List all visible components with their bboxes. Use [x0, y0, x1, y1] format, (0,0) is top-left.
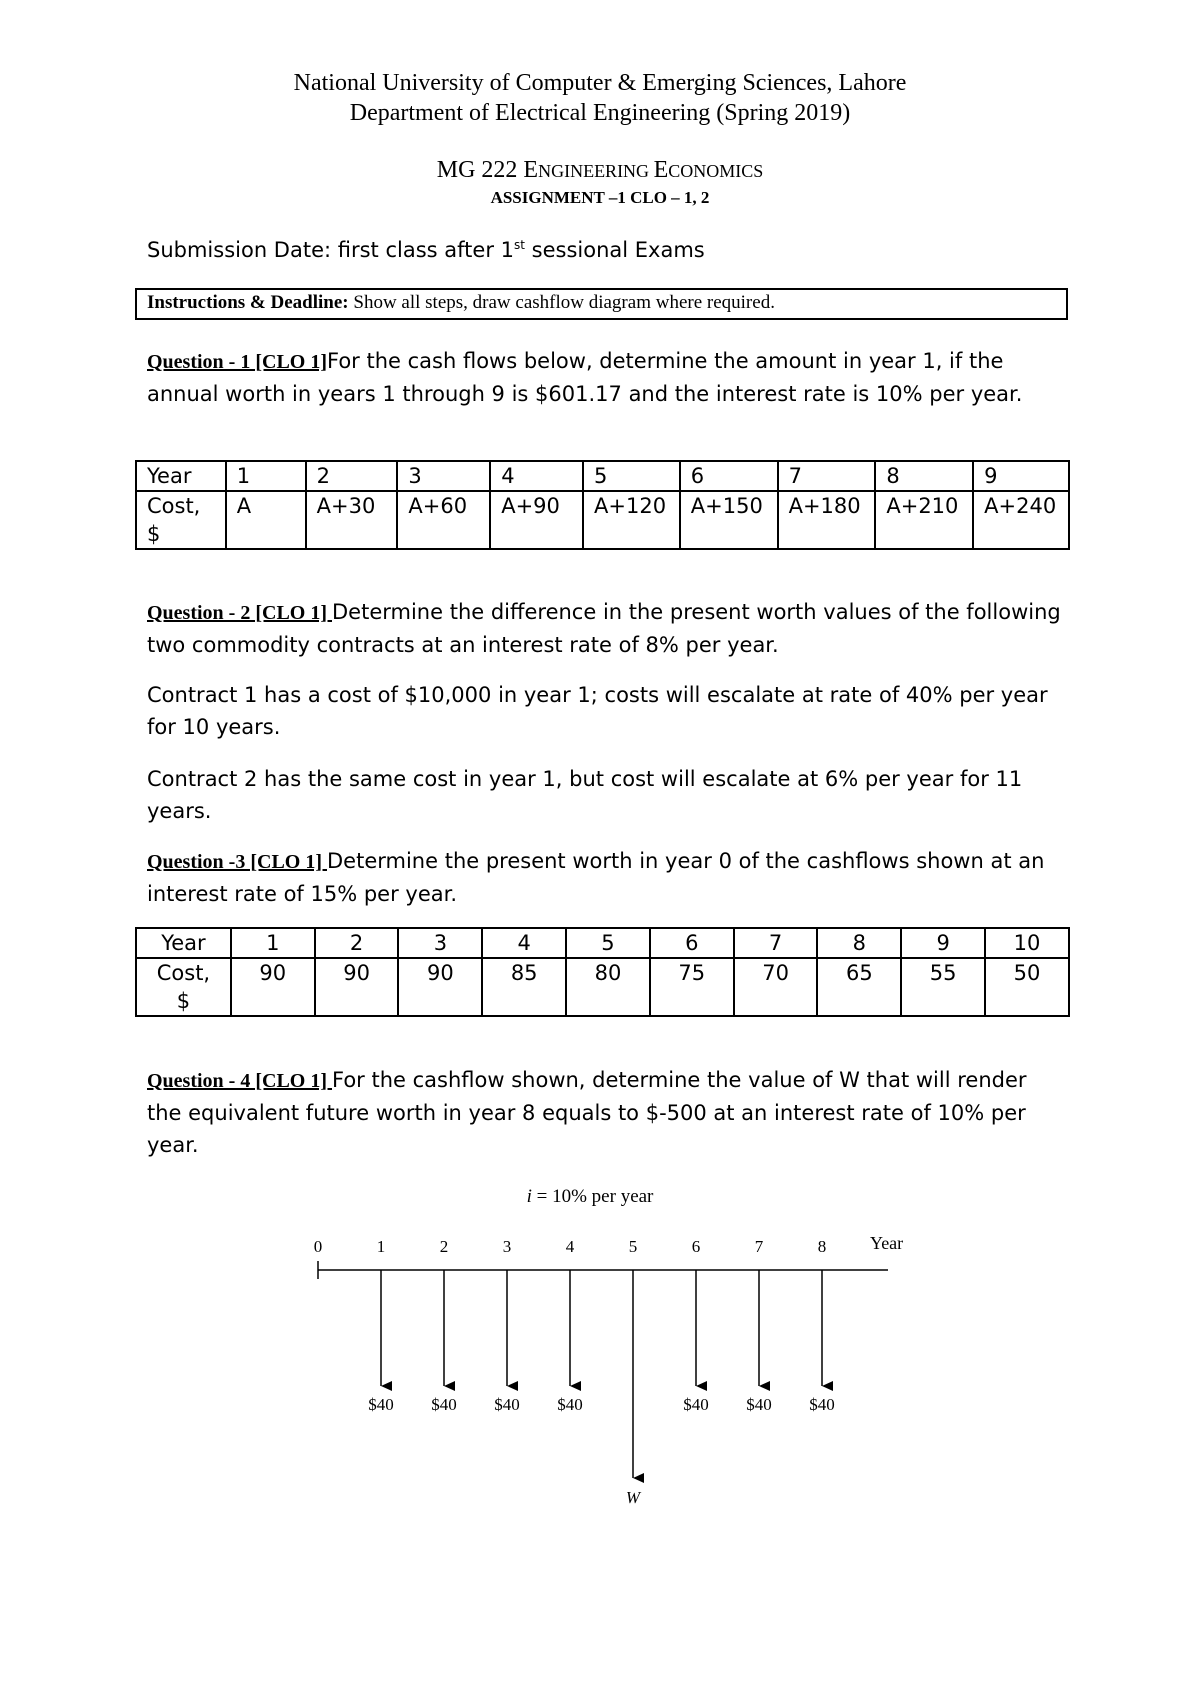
table-cell: 9: [901, 928, 985, 958]
table-row: [136, 958, 1069, 1016]
table-cell: 7: [778, 461, 876, 491]
submission-sup: st: [514, 238, 525, 252]
instructions-text: Show all steps, draw cashflow diagram where required.: [348, 292, 775, 313]
rate-symbol: i: [526, 1186, 532, 1207]
table-cell: 1: [231, 928, 315, 958]
table-cell: 5: [583, 461, 680, 491]
table-cell: 75: [650, 958, 734, 1016]
table-cell: 1: [226, 461, 306, 491]
table-row: [136, 491, 1069, 549]
question-4-label: Question - 4 [CLO 1]: [147, 1070, 332, 1092]
table-cell: A+60: [397, 491, 490, 549]
table-cell: A+120: [583, 491, 680, 549]
cashflow-amount-label: $40: [746, 1395, 772, 1414]
course-word2-rest: CONOMICS: [668, 161, 764, 181]
table-cell: A+180: [778, 491, 876, 549]
course-word2-initial: E: [653, 157, 669, 183]
course-title: [0, 157, 1200, 184]
row-label: Cost, $: [136, 958, 231, 1016]
department-name: Department of Electrical Engineering (Spring 2019): [349, 100, 851, 126]
question-2: [147, 596, 1067, 661]
table-cell: 70: [734, 958, 818, 1016]
submission-date: [147, 238, 705, 262]
table-cell: 8: [875, 461, 973, 491]
year-tick-label: 2: [439, 1237, 449, 1256]
question-1-text: For the cash flows below, determine the amount in year 1, if the annual worth in years 1 through 9 is $601.17 and the interest rate is 10% per year.: [147, 349, 1023, 406]
table-cell: 5: [566, 928, 650, 958]
table-cell: 85: [482, 958, 566, 1016]
table-cell: A+30: [306, 491, 398, 549]
table-cell: 90: [398, 958, 482, 1016]
instructions-label: Instructions & Deadline:: [147, 292, 349, 313]
year-tick-label: 4: [565, 1237, 575, 1256]
question-4: [147, 1064, 1067, 1161]
cashflow-amount-label: $40: [683, 1395, 709, 1414]
instructions-box: [135, 288, 1068, 320]
table-cell: 55: [901, 958, 985, 1016]
course-word1-rest: NGINEERING: [538, 161, 654, 181]
row-label: Cost, $: [136, 491, 226, 549]
table-row: [136, 461, 1069, 491]
table-cell: 65: [817, 958, 901, 1016]
contract-1-text: Contract 1 has a cost of $10,000 in year 1; costs will escalate at rate of 40% per year for 10 years.: [147, 683, 1048, 739]
table-cell: 4: [490, 461, 583, 491]
cashflow-amount-label: $40: [368, 1395, 394, 1414]
table-cell: 8: [817, 928, 901, 958]
cashflow-amount-label: $40: [494, 1395, 520, 1414]
question-1-label: Question - 1 [CLO 1]: [147, 351, 327, 373]
table-cell: A+90: [490, 491, 583, 549]
table-cell: 7: [734, 928, 818, 958]
table-cell: 6: [650, 928, 734, 958]
table-row: [136, 928, 1069, 958]
cashflow-diagram: [0, 1170, 1200, 1530]
cashflow-amount-label: W: [625, 1488, 641, 1507]
rate-text: = 10% per year: [531, 1186, 654, 1207]
table-cell: 10: [985, 928, 1069, 958]
table-cell: 2: [315, 928, 399, 958]
interest-rate-label: [527, 1186, 654, 1207]
year-tick-label: 7: [754, 1237, 764, 1256]
question-3: [147, 845, 1067, 910]
question-3-label: Question -3 [CLO 1]: [147, 851, 327, 873]
year-tick-label: 1: [376, 1237, 386, 1256]
table-cell: A: [226, 491, 306, 549]
table-cell: 2: [306, 461, 398, 491]
question-3-text: Determine the present worth in year 0 of the cashflows shown at an interest rate of 15% per year.: [147, 849, 1045, 906]
table-cell: 90: [231, 958, 315, 1016]
table-cell: A+210: [875, 491, 973, 549]
course-word1-initial: E: [523, 157, 539, 183]
course-code: MG 222: [436, 157, 524, 183]
question-2-text: Determine the difference in the present worth values of the following two commodity contracts at an interest rate of 8% per year.: [147, 600, 1061, 657]
university-name: National University of Computer & Emerging Sciences, Lahore: [293, 70, 907, 96]
question-1-table: [135, 460, 1070, 550]
year-tick-label: 3: [502, 1237, 512, 1256]
table-cell: 90: [315, 958, 399, 1016]
cashflow-amount-label: $40: [557, 1395, 583, 1414]
row-label: Year: [136, 928, 231, 958]
axis-label: Year: [870, 1233, 904, 1253]
cashflow-arrows: [368, 1270, 835, 1507]
question-2-label: Question - 2 [CLO 1]: [147, 602, 332, 624]
submission-text: Submission Date: first class after 1: [147, 238, 514, 262]
question-4-text: For the cashflow shown, determine the value of W that will render the equivalent future worth in year 8 equals to $-500 at an interest rate of 10% per year.: [147, 1068, 1027, 1157]
year-tick-label: 6: [691, 1237, 701, 1256]
cashflow-amount-label: $40: [809, 1395, 835, 1414]
table-cell: 80: [566, 958, 650, 1016]
row-label: Year: [136, 461, 226, 491]
question-1: [147, 345, 1067, 410]
question-3-table: [135, 927, 1070, 1017]
year-tick-label: 0: [313, 1237, 323, 1256]
cashflow-amount-label: $40: [431, 1395, 457, 1414]
contract-2-text: Contract 2 has the same cost in year 1, but cost will escalate at 6% per year for 11 years.: [147, 767, 1023, 823]
assignment-title: ASSIGNMENT –1 CLO – 1, 2: [490, 188, 710, 207]
table-cell: 6: [680, 461, 778, 491]
table-cell: 50: [985, 958, 1069, 1016]
year-tick-label: 8: [817, 1237, 827, 1256]
year-tick-label: 5: [628, 1237, 638, 1256]
submission-text-end: sessional Exams: [524, 238, 705, 262]
year-labels: [314, 1237, 827, 1256]
table-cell: 3: [398, 928, 482, 958]
table-cell: A+240: [973, 491, 1069, 549]
table-cell: A+150: [680, 491, 778, 549]
table-cell: 3: [397, 461, 490, 491]
table-cell: 9: [973, 461, 1069, 491]
table-cell: 4: [482, 928, 566, 958]
